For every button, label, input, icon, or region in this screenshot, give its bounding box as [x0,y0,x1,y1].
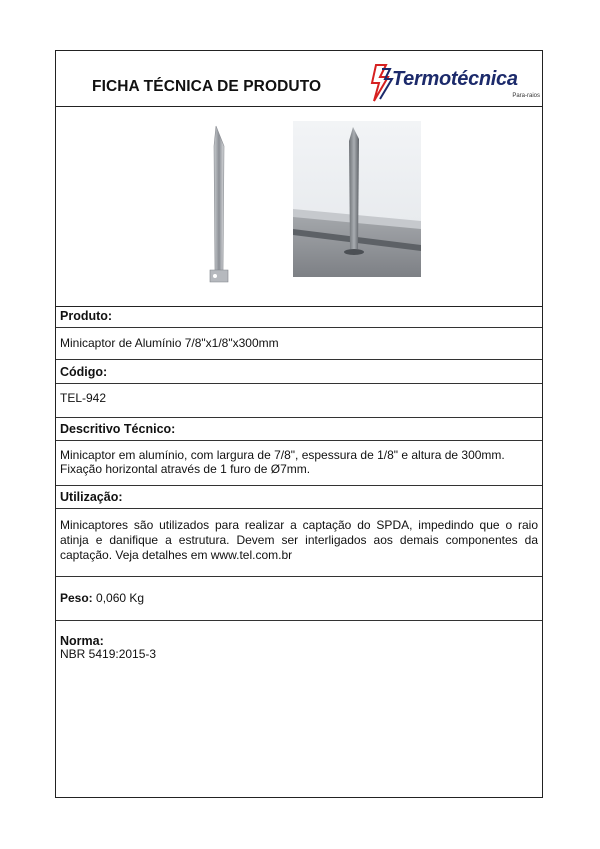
divider [56,508,542,509]
descritivo-line-1: Minicaptor em alumínio, com largura de 7/8", espessura de 1/8" e altura de 300mm. [60,448,505,462]
peso-label: Peso: [60,591,93,605]
produto-label: Produto: [60,309,113,323]
brand-name: Termotécnica [392,68,518,90]
codigo-value: TEL-942 [60,391,107,405]
datasheet-frame [55,50,543,798]
descritivo-label: Descritivo Técnico: [60,422,176,436]
norma-label: Norma: [60,634,104,648]
divider [56,620,542,621]
divider [56,417,542,418]
codigo-label: Código: [60,365,108,379]
brand-logo [368,63,540,103]
descritivo-line-2: Fixação horizontal através de 1 furo de Ø7mm. [60,462,311,476]
norma-value: NBR 5419:2015-3 [60,647,157,661]
utilizacao-label: Utilização: [60,490,123,504]
product-images [56,106,542,307]
divider [56,440,542,441]
header [56,51,542,107]
product-photo-standalone [206,124,236,284]
product-photo-installed [293,121,421,277]
utilizacao-text: Minicaptores são utilizados para realizar a captação do SPDA, impedindo que o raio atinja e danifique a estrutura. Devem ser interligados aos demais componentes da captação. Veja detalhes em www.tel.com.br [60,518,538,562]
produto-value: Minicaptor de Alumínio 7/8"x1/8"x300mm [60,336,279,350]
divider [56,576,542,577]
page-title: FICHA TÉCNICA DE PRODUTO [92,78,322,95]
divider [56,359,542,360]
peso-row [60,591,144,606]
divider [56,327,542,328]
divider [56,383,542,384]
divider [56,485,542,486]
brand-tagline: Para-raios [512,93,540,99]
peso-value: 0,060 Kg [96,591,145,605]
